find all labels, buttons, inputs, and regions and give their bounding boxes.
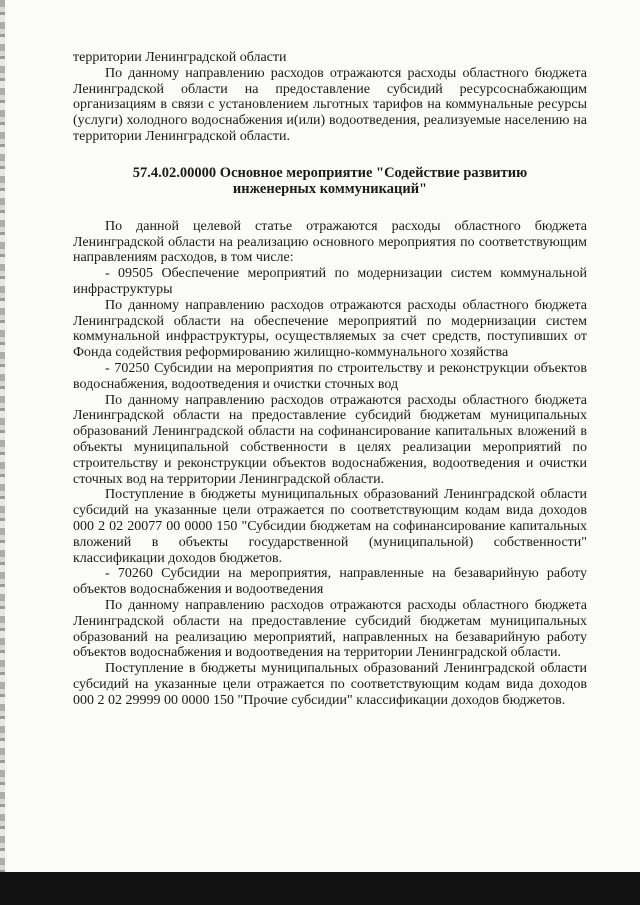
paragraph-cofinancing: По данному направлению расходов отражаются расходы областного бюджета Ленинградской области на предоставление субсидий бюджетам муниципальных образований Ленинградской области на софинансирование капитальных вложений в объекты муниципальной собственности в целях реализации мероприятий по строительству и реконструкции объектов водоснабжения, водоотведения и очистки сточных вод на территории Ленинградской области. [73,392,587,487]
paragraph-target-article: По данной целевой статье отражаются расходы областного бюджета Ленинградской области на реализацию основного мероприятия по соответствующим направлениям расходов, в том числе: [73,218,587,266]
document-body [73,50,587,708]
section-heading: 57.4.02.00000 Основное мероприятие "Содействие развитию инженерных коммуникаций" [132,164,528,197]
scan-edge-artifact [0,0,5,905]
paragraph-accident-free: По данному направлению расходов отражаются расходы областного бюджета Ленинградской области на предоставление субсидий бюджетам муниципальных образований на реализацию мероприятий, направленных на безаварийную работу объектов водоснабжения и водоотведения на территории Ленинградской области. [73,597,587,661]
paragraph-subsidies-tariffs: По данному направлению расходов отражаются расходы областного бюджета Ленинградской области на предоставление субсидий ресурсоснабжающим организациям в связи с установлением льготных тарифов на коммунальные ресурсы (услуги) холодного водоснабжения и(или) водоотведения, реализуемые населению на территории Ленинградской области. [73,65,587,144]
paragraph-modernization: По данному направлению расходов отражаются расходы областного бюджета Ленинградской области на обеспечение мероприятий по модернизации систем коммунальной инфраструктуры, осуществляемых за счет средств, поступивших от Фонда содействия реформированию жилищно-коммунального хозяйства [73,297,587,361]
list-item-70250: - 70250 Субсидии на мероприятия по строительству и реконструкции объектов водоснабжения, водоотведения и очистки сточных вод [73,360,587,392]
list-item-09505: - 09505 Обеспечение мероприятий по модернизации систем коммунальной инфраструктуры [73,266,587,297]
intro-continuation: территории Ленинградской области [73,50,287,65]
list-item-70260: - 70260 Субсидии на мероприятия, направленные на безаварийную работу объектов водоснабжения и водоотведения [73,566,587,598]
paragraph-revenue-29999: Поступление в бюджеты муниципальных образований Ленинградской области субсидий на указанные цели отражается по соответствующим кодам вида доходов 000 2 02 29999 00 0000 150 "Прочие субсидии" классификации доходов бюджетов. [73,661,587,708]
scan-bottom-band [0,872,640,905]
paragraph-revenue-20077: Поступление в бюджеты муниципальных образований Ленинградской области субсидий на указанные цели отражается по соответствующим кодам вида доходов 000 2 02 20077 00 0000 150 "Субсидии бюджетам на софинансирование капитальных вложений в объекты государственной (муниципальной) собственности" классификации доходов бюджетов. [73,487,587,566]
